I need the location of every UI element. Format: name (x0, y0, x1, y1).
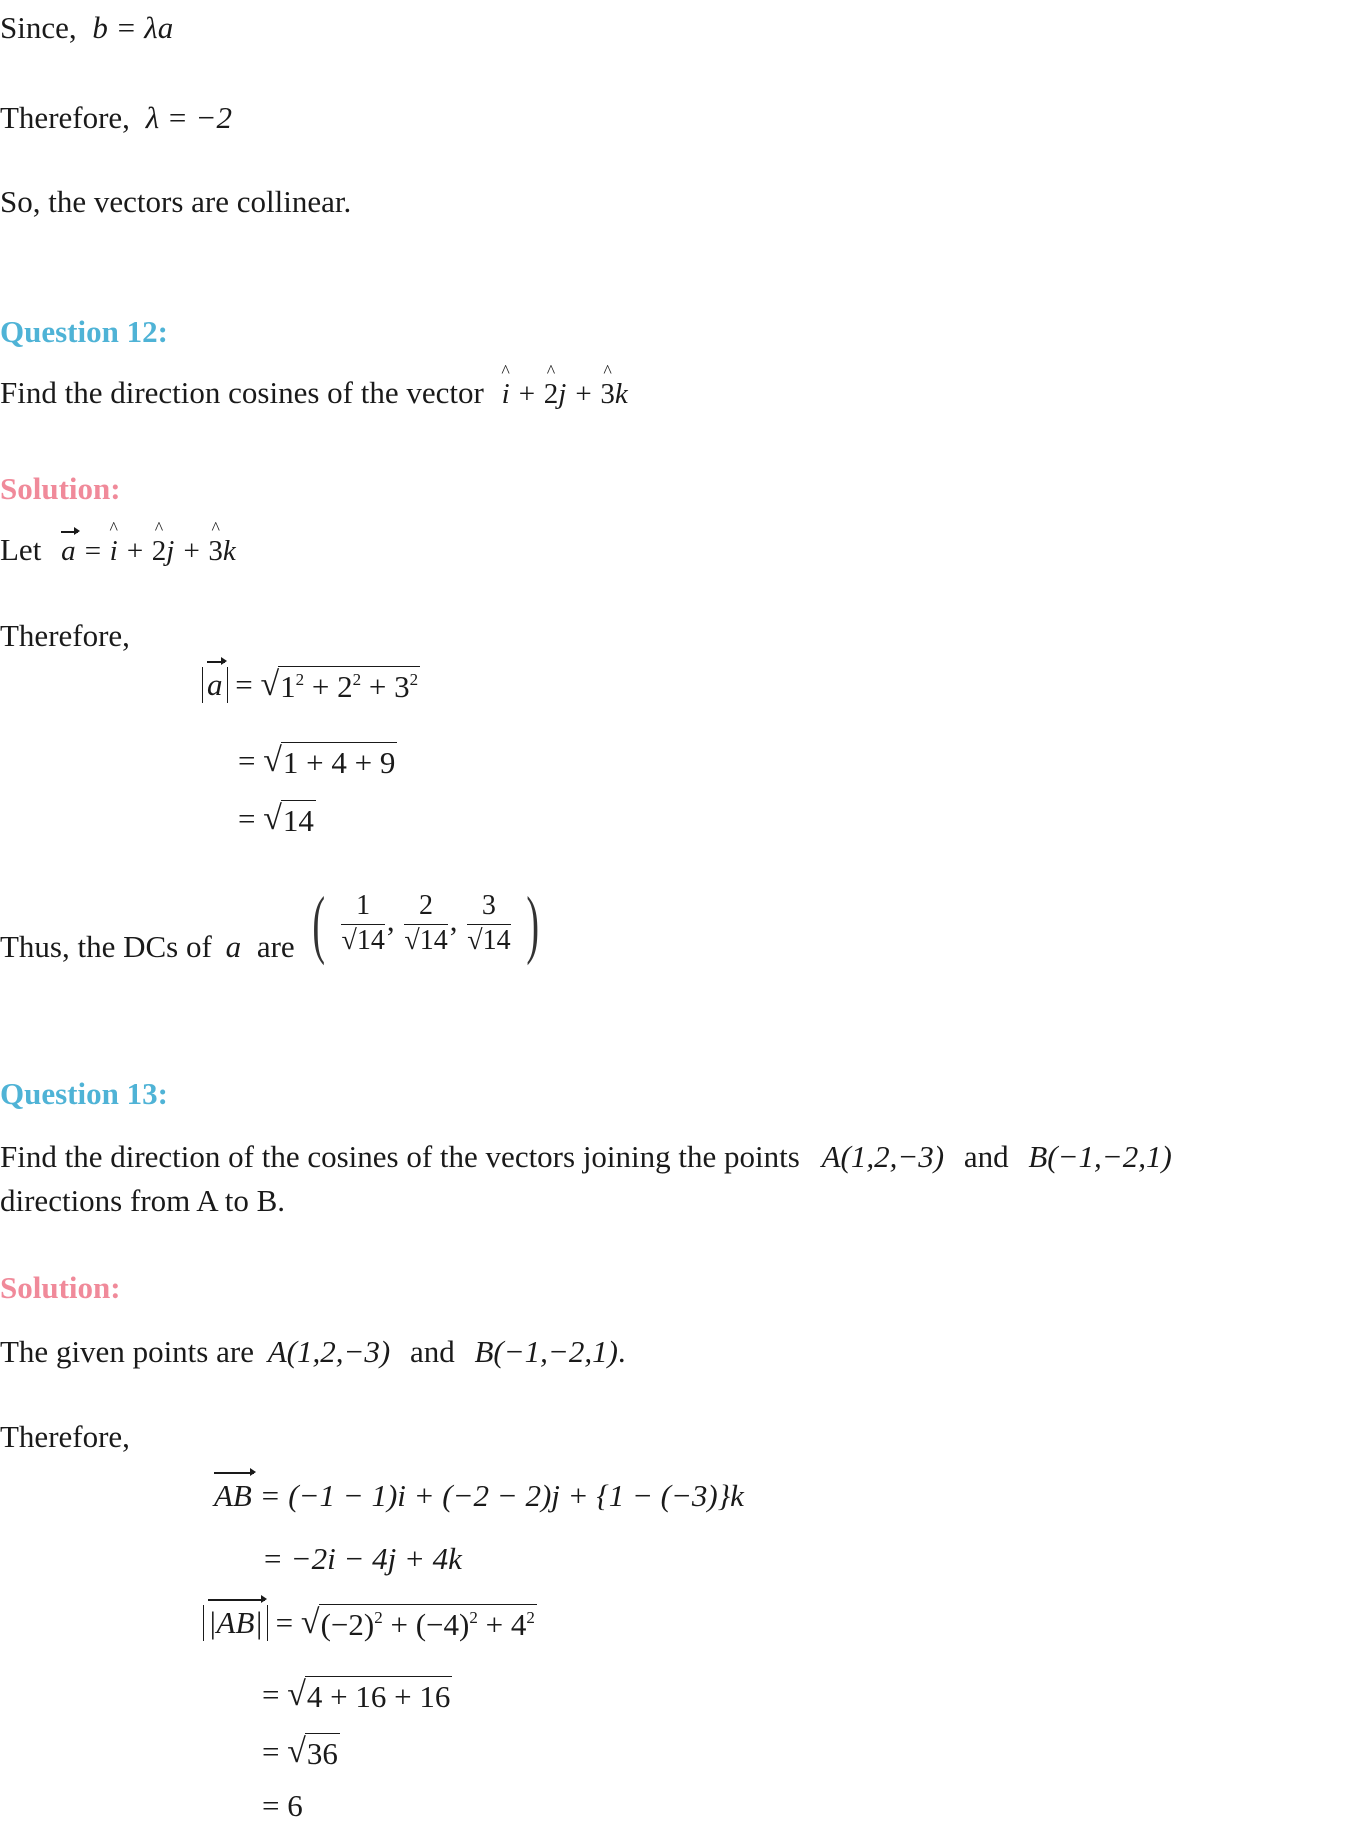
question-13-prompt-line-2: directions from A to B. (0, 1183, 286, 1218)
let-a-equation: a = ^ i + ^ 2j + ^ 3k (61, 535, 236, 567)
therefore-12-label: Therefore, (0, 618, 130, 653)
ab-vector-step-2: = −2i − 4j + 4k (262, 1541, 462, 1576)
question-13-point-b: B(−1,−2,1) (1028, 1139, 1172, 1174)
question-13-point-a: A(1,2,−3) (821, 1139, 945, 1174)
magnitude-ab-step-2: = √ 4 + 16 + 16 (262, 1676, 451, 1714)
lambda-equation: λ = −2 (145, 100, 232, 135)
question-13-and: and (963, 1139, 1009, 1174)
question-12-prompt-text: Find the direction cosines of the vector (0, 375, 484, 410)
magnitude-a-step-2: = √ 1 + 4 + 9 (238, 742, 396, 780)
dcs-var: a (225, 929, 242, 964)
question-12-vector: ^ i + ^ 2j + ^ 3k (502, 378, 628, 410)
magnitude-a-step-1: a = √ $1^2 + 2^2 + 3^2$ (202, 666, 420, 705)
question-13-prompt-text: Find the direction of the cosines of the vectors joining the points (0, 1139, 800, 1174)
dc-3: $\frac{3}{√14}$ (467, 890, 511, 956)
since-equation: b = λa (92, 10, 174, 45)
question-13-heading: Question 13: (0, 1076, 168, 1111)
therefore-13-label: Therefore, (0, 1419, 130, 1454)
ab-vector-step-1: AB = (−1 − 1)i + (−2 − 2)j + {1 − (−3)}k (214, 1478, 744, 1513)
magnitude-ab-step-4: = 6 (262, 1788, 303, 1823)
let-label: Let (0, 532, 42, 567)
given-suffix: . (617, 1334, 626, 1369)
question-12-heading: Question 12: (0, 314, 168, 349)
question-13-prompt-line-1 (0, 1141, 1172, 1172)
therefore-label: Therefore, (0, 100, 130, 135)
solution-13-heading: Solution: (0, 1270, 121, 1305)
given-points-prefix: The given points are (0, 1334, 254, 1369)
given-point-a: A(1,2,−3) (267, 1334, 391, 1369)
dcs-conclusion-prefix: Thus, the DCs of (0, 929, 212, 964)
dc-1: $\frac{1}{√14}$ (341, 890, 385, 956)
collinear-conclusion: So, the vectors are collinear. (0, 184, 352, 219)
question-12-prompt (0, 377, 628, 409)
magnitude-ab-step-1: |AB| = √ $(-2)^2 + (-4)^2 + 4^2$ (203, 1604, 537, 1643)
given-points-line (0, 1336, 626, 1367)
lambda-line (0, 102, 232, 133)
dc-2: $\frac{2}{√14}$ (404, 890, 448, 956)
magnitude-a-step-3: = √ 14 (238, 800, 314, 838)
magnitude-ab-step-3: = √ 36 (262, 1733, 338, 1771)
dcs-are: are (256, 929, 295, 964)
since-line (0, 12, 173, 43)
given-point-b: B(−1,−2,1) (474, 1334, 618, 1369)
dcs-conclusion: Thus, the DCs of a are ( $\frac{1}{√14}$ , $\frac{2}{√14}$ , $\frac{3}{√14}$ ) (0, 881, 540, 966)
since-label: Since, (0, 10, 77, 45)
solution-12-heading: Solution: (0, 471, 121, 506)
let-a-line (0, 534, 236, 566)
given-and: and (409, 1334, 455, 1369)
